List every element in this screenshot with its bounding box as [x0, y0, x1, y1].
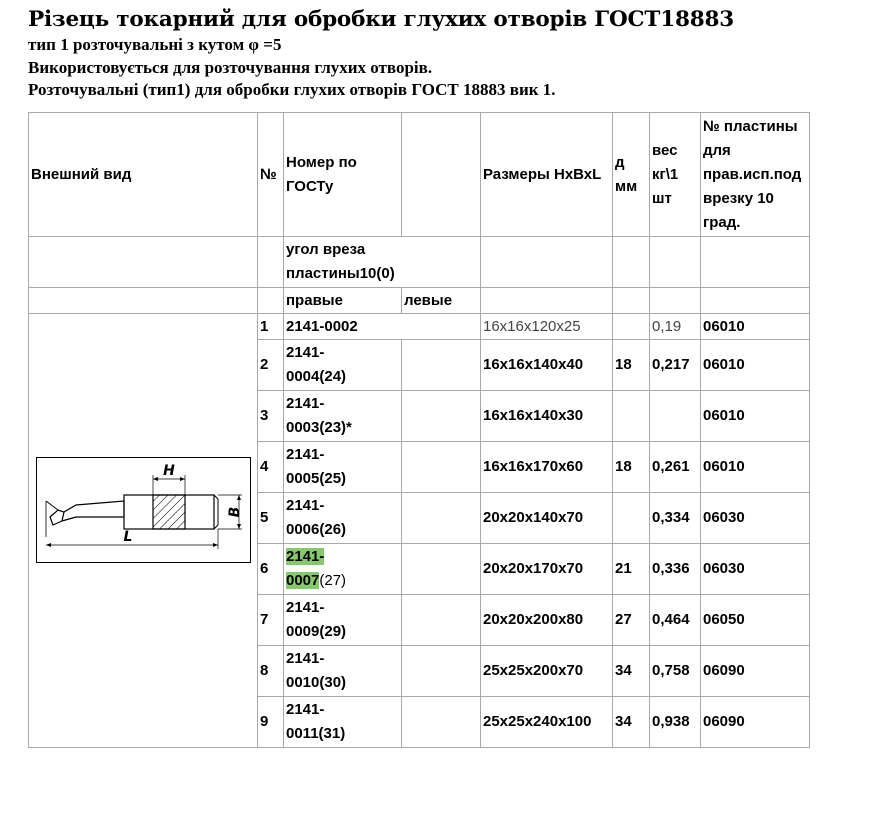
- weight: 0,464: [650, 595, 701, 646]
- subtitle-usage: Використовується для розточування глухих отворів.: [28, 57, 433, 77]
- header-appearance: Внешний вид: [29, 113, 258, 237]
- row-number: 9: [258, 697, 284, 748]
- d-value: 27: [613, 595, 650, 646]
- angle-row: [29, 237, 810, 288]
- size: 16х16х140х30: [481, 391, 613, 442]
- header-gost-number: Номер по ГОСТу: [284, 113, 402, 237]
- plate-number: 06010: [701, 442, 810, 493]
- weight: 0,261: [650, 442, 701, 493]
- row-number: 3: [258, 391, 284, 442]
- plate-number: 06010: [701, 314, 810, 340]
- size: 25х25х240х100: [481, 697, 613, 748]
- d-value: [613, 493, 650, 544]
- size: 16х16х140х40: [481, 340, 613, 391]
- weight: 0,938: [650, 697, 701, 748]
- gost-number: 2141-0002: [284, 314, 481, 340]
- page-heading: [28, 6, 878, 102]
- highlighted-text: 2141-: [286, 548, 325, 565]
- gost-number: 2141- 0003(23)*: [284, 391, 402, 442]
- plate-number: 06030: [701, 544, 810, 595]
- gost-number: 2141- 0004(24): [284, 340, 402, 391]
- header-d: д мм: [613, 113, 650, 237]
- boring-cutter-drawing: [36, 457, 251, 563]
- plate-number: 06010: [701, 391, 810, 442]
- header-number: №: [258, 113, 284, 237]
- subtitle-description: Розточувальні (тип1) для обробки глухих отворів ГОСТ 18883 вик 1.: [28, 80, 556, 99]
- size: 16х16х170х60: [481, 442, 613, 493]
- row-number: 6: [258, 544, 284, 595]
- size: 20х20х170х70: [481, 544, 613, 595]
- plate-number: 06090: [701, 646, 810, 697]
- gost-number: 2141- 0009(29): [284, 595, 402, 646]
- header-row: [29, 113, 810, 237]
- subtitle-type: тип 1 розточувальні з кутом φ =5: [28, 35, 282, 54]
- side-right-label: правые: [284, 288, 402, 314]
- d-value: 18: [613, 442, 650, 493]
- gost-number: 2141- 0010(30): [284, 646, 402, 697]
- size: 16х16х120х25: [481, 314, 613, 340]
- dimension-l-label: L: [123, 528, 132, 545]
- header-weight: вес кг\1 шт: [650, 113, 701, 237]
- plate-number: 06090: [701, 697, 810, 748]
- row-number: 1: [258, 314, 284, 340]
- angle-label: угол вреза пластины10(0): [284, 237, 481, 288]
- row-number: 5: [258, 493, 284, 544]
- d-value: 18: [613, 340, 650, 391]
- page-title: Різець токарний для обробки глухих отворів ГОСТ18883: [28, 7, 734, 32]
- gost-number: 2141- 0007(27): [284, 544, 402, 595]
- row-number: 7: [258, 595, 284, 646]
- weight: 0,334: [650, 493, 701, 544]
- d-value: 21: [613, 544, 650, 595]
- table-row: [29, 314, 810, 340]
- plate-number: 06050: [701, 595, 810, 646]
- gost-number: 2141- 0006(26): [284, 493, 402, 544]
- weight: [650, 391, 701, 442]
- size: 20х20х140х70: [481, 493, 613, 544]
- side-left-label: левые: [402, 288, 481, 314]
- row-number: 8: [258, 646, 284, 697]
- weight: 0,19: [650, 314, 701, 340]
- size: 25х25х200х70: [481, 646, 613, 697]
- plate-number: 06010: [701, 340, 810, 391]
- gost-number: 2141- 0005(25): [284, 442, 402, 493]
- cutter-drawing-cell: [29, 314, 258, 748]
- gost-number: 2141- 0011(31): [284, 697, 402, 748]
- size: 20х20х200х80: [481, 595, 613, 646]
- plate-number: 06030: [701, 493, 810, 544]
- cutters-table: [28, 112, 810, 748]
- d-value: 34: [613, 646, 650, 697]
- header-empty: [402, 113, 481, 237]
- row-number: 2: [258, 340, 284, 391]
- highlighted-text: 0007: [286, 572, 320, 589]
- d-value: [613, 314, 650, 340]
- dimension-b-label: B: [226, 506, 243, 517]
- dimension-h-label: H: [162, 462, 175, 479]
- d-value: 34: [613, 697, 650, 748]
- header-sizes: Размеры НхВхL: [481, 113, 613, 237]
- weight: 0,217: [650, 340, 701, 391]
- side-row: [29, 288, 810, 314]
- header-plate: № пластины для прав.исп.под врезку 10 град.: [701, 113, 810, 237]
- weight: 0,758: [650, 646, 701, 697]
- weight: 0,336: [650, 544, 701, 595]
- row-number: 4: [258, 442, 284, 493]
- d-value: [613, 391, 650, 442]
